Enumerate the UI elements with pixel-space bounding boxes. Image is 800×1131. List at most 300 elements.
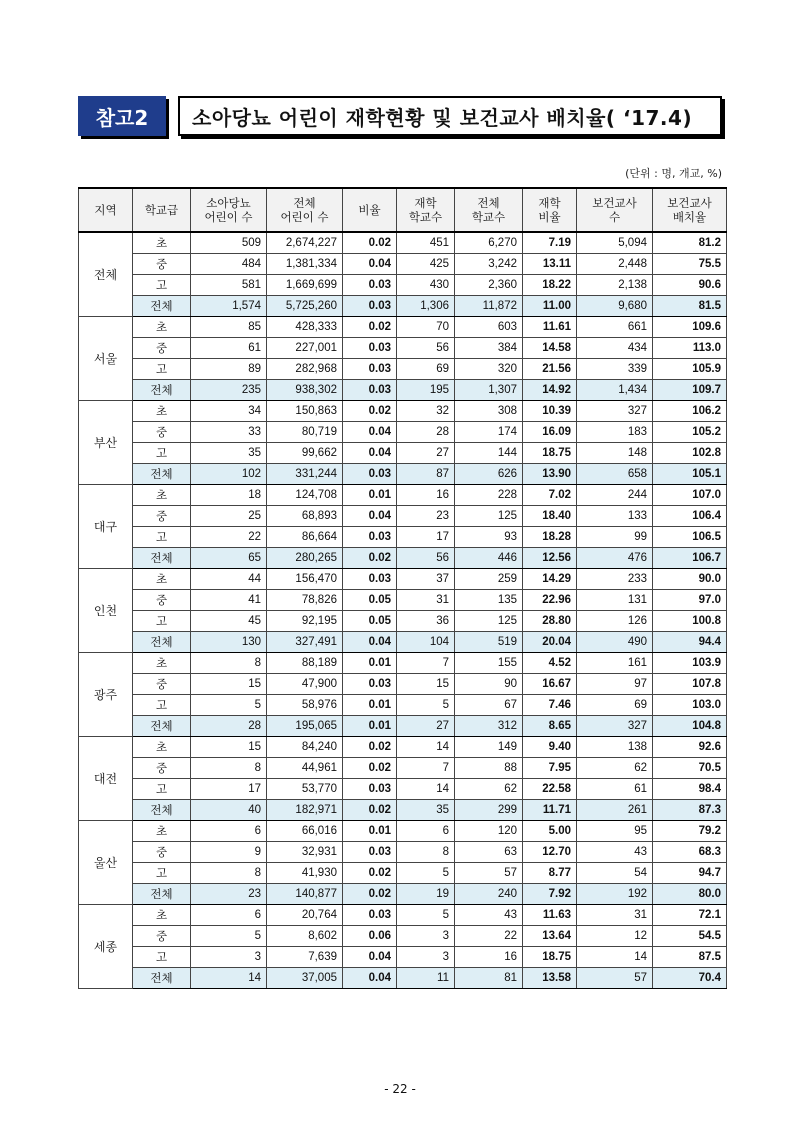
value-cell: 87 [397,464,455,485]
value-cell: 81.2 [653,232,727,254]
value-cell: 0.02 [343,317,397,338]
school-level-cell: 전체 [133,968,191,989]
value-cell: 90.0 [653,569,727,590]
value-cell: 5.00 [523,821,577,842]
value-cell: 97.0 [653,590,727,611]
value-cell: 14.29 [523,569,577,590]
value-cell: 16.67 [523,674,577,695]
school-level-cell: 고 [133,275,191,296]
column-header: 전체 학교수 [455,188,523,232]
value-cell: 8.77 [523,863,577,884]
value-cell: 8,602 [267,926,343,947]
value-cell: 0.02 [343,758,397,779]
school-level-cell: 중 [133,926,191,947]
value-cell: 312 [455,716,523,737]
school-level-cell: 초 [133,232,191,254]
value-cell: 16.09 [523,422,577,443]
value-cell: 0.04 [343,632,397,653]
value-cell: 227,001 [267,338,343,359]
region-cell: 서울 [79,317,133,401]
value-cell: 235 [191,380,267,401]
region-cell: 울산 [79,821,133,905]
value-cell: 626 [455,464,523,485]
value-cell: 183 [577,422,653,443]
table-row [79,485,727,506]
value-cell: 0.02 [343,401,397,422]
value-cell: 4.52 [523,653,577,674]
value-cell: 20.04 [523,632,577,653]
table-row [79,779,727,800]
value-cell: 280,265 [267,548,343,569]
column-header: 재학 학교수 [397,188,455,232]
value-cell: 320 [455,359,523,380]
value-cell: 6 [397,821,455,842]
value-cell: 603 [455,317,523,338]
region-cell: 부산 [79,401,133,485]
column-header: 재학 비율 [523,188,577,232]
value-cell: 308 [455,401,523,422]
value-cell: 70 [397,317,455,338]
value-cell: 18 [191,485,267,506]
value-cell: 78,826 [267,590,343,611]
value-cell: 0.03 [343,905,397,926]
region-cell: 전체 [79,232,133,317]
value-cell: 31 [397,590,455,611]
value-cell: 0.02 [343,232,397,254]
value-cell: 14 [397,737,455,758]
value-cell: 0.03 [343,674,397,695]
value-cell: 9 [191,842,267,863]
column-header: 학교급 [133,188,191,232]
value-cell: 15 [397,674,455,695]
value-cell: 12.56 [523,548,577,569]
value-cell: 16 [455,947,523,968]
value-cell: 70.5 [653,758,727,779]
school-level-cell: 초 [133,821,191,842]
value-cell: 7 [397,758,455,779]
value-cell: 9,680 [577,296,653,317]
value-cell: 0.02 [343,863,397,884]
value-cell: 0.03 [343,359,397,380]
region-cell: 광주 [79,653,133,737]
page-title: 소아당뇨 어린이 재학현황 및 보건교사 배치율( ‘17.4) [178,96,722,136]
value-cell: 56 [397,338,455,359]
value-cell: 81 [455,968,523,989]
region-cell: 인천 [79,569,133,653]
table-body [79,232,727,989]
value-cell: 17 [397,527,455,548]
value-cell: 56 [397,548,455,569]
value-cell: 155 [455,653,523,674]
value-cell: 138 [577,737,653,758]
value-cell: 69 [577,695,653,716]
value-cell: 113.0 [653,338,727,359]
value-cell: 57 [577,968,653,989]
value-cell: 425 [397,254,455,275]
value-cell: 661 [577,317,653,338]
value-cell: 109.7 [653,380,727,401]
table-row [79,443,727,464]
value-cell: 32 [397,401,455,422]
value-cell: 31 [577,905,653,926]
value-cell: 41 [191,590,267,611]
table-row [79,296,727,317]
value-cell: 1,306 [397,296,455,317]
value-cell: 70.4 [653,968,727,989]
value-cell: 0.01 [343,653,397,674]
value-cell: 85 [191,317,267,338]
school-level-cell: 중 [133,674,191,695]
value-cell: 7.19 [523,232,577,254]
value-cell: 120 [455,821,523,842]
value-cell: 34 [191,401,267,422]
value-cell: 84,240 [267,737,343,758]
school-level-cell: 전체 [133,296,191,317]
value-cell: 63 [455,842,523,863]
value-cell: 14.58 [523,338,577,359]
value-cell: 490 [577,632,653,653]
value-cell: 75.5 [653,254,727,275]
school-level-cell: 고 [133,359,191,380]
value-cell: 99,662 [267,443,343,464]
table-row [79,464,727,485]
value-cell: 69 [397,359,455,380]
table-row [79,232,727,254]
value-cell: 192 [577,884,653,905]
value-cell: 43 [455,905,523,926]
value-cell: 0.02 [343,548,397,569]
value-cell: 130 [191,632,267,653]
value-cell: 0.04 [343,947,397,968]
value-cell: 434 [577,338,653,359]
value-cell: 0.04 [343,254,397,275]
value-cell: 99 [577,527,653,548]
value-cell: 80.0 [653,884,727,905]
value-cell: 62 [577,758,653,779]
table-row [79,317,727,338]
value-cell: 11.61 [523,317,577,338]
value-cell: 37 [397,569,455,590]
value-cell: 80,719 [267,422,343,443]
school-level-cell: 전체 [133,464,191,485]
value-cell: 28.80 [523,611,577,632]
value-cell: 195,065 [267,716,343,737]
value-cell: 62 [455,779,523,800]
value-cell: 21.56 [523,359,577,380]
value-cell: 0.04 [343,968,397,989]
value-cell: 23 [397,506,455,527]
table-row [79,716,727,737]
value-cell: 149 [455,737,523,758]
value-cell: 13.58 [523,968,577,989]
value-cell: 66,016 [267,821,343,842]
value-cell: 3 [397,947,455,968]
table-row [79,527,727,548]
value-cell: 0.04 [343,506,397,527]
value-cell: 23 [191,884,267,905]
value-cell: 148 [577,443,653,464]
value-cell: 0.04 [343,443,397,464]
value-cell: 9.40 [523,737,577,758]
value-cell: 22.96 [523,590,577,611]
value-cell: 7 [397,653,455,674]
value-cell: 2,138 [577,275,653,296]
reference-badge: 참고2 [78,96,166,136]
value-cell: 90 [455,674,523,695]
value-cell: 13.11 [523,254,577,275]
value-cell: 45 [191,611,267,632]
column-header: 보건교사 배치율 [653,188,727,232]
value-cell: 44 [191,569,267,590]
value-cell: 14.92 [523,380,577,401]
value-cell: 0.03 [343,380,397,401]
value-cell: 182,971 [267,800,343,821]
value-cell: 6 [191,821,267,842]
value-cell: 17 [191,779,267,800]
school-level-cell: 전체 [133,548,191,569]
value-cell: 47,900 [267,674,343,695]
value-cell: 446 [455,548,523,569]
value-cell: 15 [191,674,267,695]
school-level-cell: 전체 [133,884,191,905]
value-cell: 133 [577,506,653,527]
value-cell: 13.90 [523,464,577,485]
value-cell: 22 [455,926,523,947]
value-cell: 0.01 [343,716,397,737]
value-cell: 16 [397,485,455,506]
value-cell: 8 [191,758,267,779]
value-cell: 339 [577,359,653,380]
value-cell: 107.8 [653,674,727,695]
table-row [79,338,727,359]
value-cell: 35 [191,443,267,464]
value-cell: 97 [577,674,653,695]
value-cell: 233 [577,569,653,590]
school-level-cell: 전체 [133,800,191,821]
school-level-cell: 전체 [133,716,191,737]
value-cell: 0.02 [343,800,397,821]
value-cell: 43 [577,842,653,863]
value-cell: 5 [191,926,267,947]
value-cell: 88,189 [267,653,343,674]
value-cell: 94.7 [653,863,727,884]
value-cell: 32,931 [267,842,343,863]
table-row [79,590,727,611]
school-level-cell: 전체 [133,632,191,653]
value-cell: 0.01 [343,821,397,842]
value-cell: 18.75 [523,947,577,968]
school-level-cell: 고 [133,527,191,548]
value-cell: 54 [577,863,653,884]
value-cell: 156,470 [267,569,343,590]
value-cell: 140,877 [267,884,343,905]
value-cell: 0.03 [343,569,397,590]
value-cell: 93 [455,527,523,548]
value-cell: 22 [191,527,267,548]
school-level-cell: 중 [133,254,191,275]
table-row [79,800,727,821]
value-cell: 0.03 [343,464,397,485]
value-cell: 102.8 [653,443,727,464]
value-cell: 2,448 [577,254,653,275]
value-cell: 88 [455,758,523,779]
value-cell: 1,381,334 [267,254,343,275]
value-cell: 11.00 [523,296,577,317]
value-cell: 228 [455,485,523,506]
table-row [79,926,727,947]
table-row [79,611,727,632]
value-cell: 12.70 [523,842,577,863]
value-cell: 135 [455,590,523,611]
value-cell: 6,270 [455,232,523,254]
value-cell: 1,307 [455,380,523,401]
value-cell: 61 [191,338,267,359]
section-header [78,96,722,136]
region-cell: 세종 [79,905,133,989]
value-cell: 14 [191,968,267,989]
value-cell: 3 [397,926,455,947]
value-cell: 161 [577,653,653,674]
table-row [79,863,727,884]
value-cell: 8 [397,842,455,863]
value-cell: 54.5 [653,926,727,947]
value-cell: 0.03 [343,338,397,359]
table-row [79,401,727,422]
value-cell: 0.03 [343,842,397,863]
value-cell: 124,708 [267,485,343,506]
value-cell: 0.03 [343,296,397,317]
value-cell: 18.28 [523,527,577,548]
value-cell: 131 [577,590,653,611]
value-cell: 104 [397,632,455,653]
value-cell: 13.64 [523,926,577,947]
value-cell: 384 [455,338,523,359]
value-cell: 92.6 [653,737,727,758]
value-cell: 20,764 [267,905,343,926]
value-cell: 1,574 [191,296,267,317]
table-row [79,821,727,842]
value-cell: 0.04 [343,422,397,443]
table-row [79,758,727,779]
school-level-cell: 초 [133,485,191,506]
school-level-cell: 고 [133,611,191,632]
value-cell: 299 [455,800,523,821]
school-level-cell: 중 [133,590,191,611]
value-cell: 61 [577,779,653,800]
value-cell: 430 [397,275,455,296]
unit-note: (단위 : 명, 개교, %) [625,167,722,180]
school-level-cell: 고 [133,947,191,968]
value-cell: 150,863 [267,401,343,422]
value-cell: 28 [397,422,455,443]
value-cell: 259 [455,569,523,590]
value-cell: 95 [577,821,653,842]
value-cell: 109.6 [653,317,727,338]
value-cell: 89 [191,359,267,380]
value-cell: 5 [397,905,455,926]
statistics-table [78,187,727,989]
table-row [79,506,727,527]
value-cell: 327 [577,401,653,422]
value-cell: 6 [191,905,267,926]
value-cell: 19 [397,884,455,905]
table-row [79,359,727,380]
table-row [79,905,727,926]
value-cell: 144 [455,443,523,464]
value-cell: 103.0 [653,695,727,716]
value-cell: 86,664 [267,527,343,548]
school-level-cell: 고 [133,443,191,464]
value-cell: 476 [577,548,653,569]
school-level-cell: 중 [133,758,191,779]
table-row [79,632,727,653]
school-level-cell: 고 [133,863,191,884]
value-cell: 5 [397,863,455,884]
value-cell: 484 [191,254,267,275]
school-level-cell: 초 [133,317,191,338]
school-level-cell: 초 [133,737,191,758]
value-cell: 65 [191,548,267,569]
value-cell: 282,968 [267,359,343,380]
column-header: 비율 [343,188,397,232]
value-cell: 68,893 [267,506,343,527]
table-row [79,674,727,695]
table-row [79,884,727,905]
value-cell: 7.95 [523,758,577,779]
value-cell: 105.2 [653,422,727,443]
value-cell: 5,094 [577,232,653,254]
value-cell: 126 [577,611,653,632]
value-cell: 195 [397,380,455,401]
value-cell: 14 [577,947,653,968]
value-cell: 7.92 [523,884,577,905]
table-row [79,548,727,569]
value-cell: 327 [577,716,653,737]
value-cell: 0.06 [343,926,397,947]
table-row [79,695,727,716]
value-cell: 15 [191,737,267,758]
value-cell: 27 [397,443,455,464]
value-cell: 35 [397,800,455,821]
table-header-row [79,188,727,232]
value-cell: 2,360 [455,275,523,296]
value-cell: 27 [397,716,455,737]
table-row [79,737,727,758]
school-level-cell: 초 [133,905,191,926]
value-cell: 331,244 [267,464,343,485]
value-cell: 0.05 [343,611,397,632]
value-cell: 7.02 [523,485,577,506]
value-cell: 7.46 [523,695,577,716]
value-cell: 92,195 [267,611,343,632]
value-cell: 519 [455,632,523,653]
value-cell: 53,770 [267,779,343,800]
value-cell: 0.03 [343,779,397,800]
value-cell: 68.3 [653,842,727,863]
school-level-cell: 고 [133,695,191,716]
value-cell: 44,961 [267,758,343,779]
value-cell: 106.2 [653,401,727,422]
value-cell: 11,872 [455,296,523,317]
value-cell: 11 [397,968,455,989]
value-cell: 174 [455,422,523,443]
value-cell: 106.4 [653,506,727,527]
value-cell: 25 [191,506,267,527]
value-cell: 18.40 [523,506,577,527]
value-cell: 104.8 [653,716,727,737]
value-cell: 581 [191,275,267,296]
value-cell: 79.2 [653,821,727,842]
